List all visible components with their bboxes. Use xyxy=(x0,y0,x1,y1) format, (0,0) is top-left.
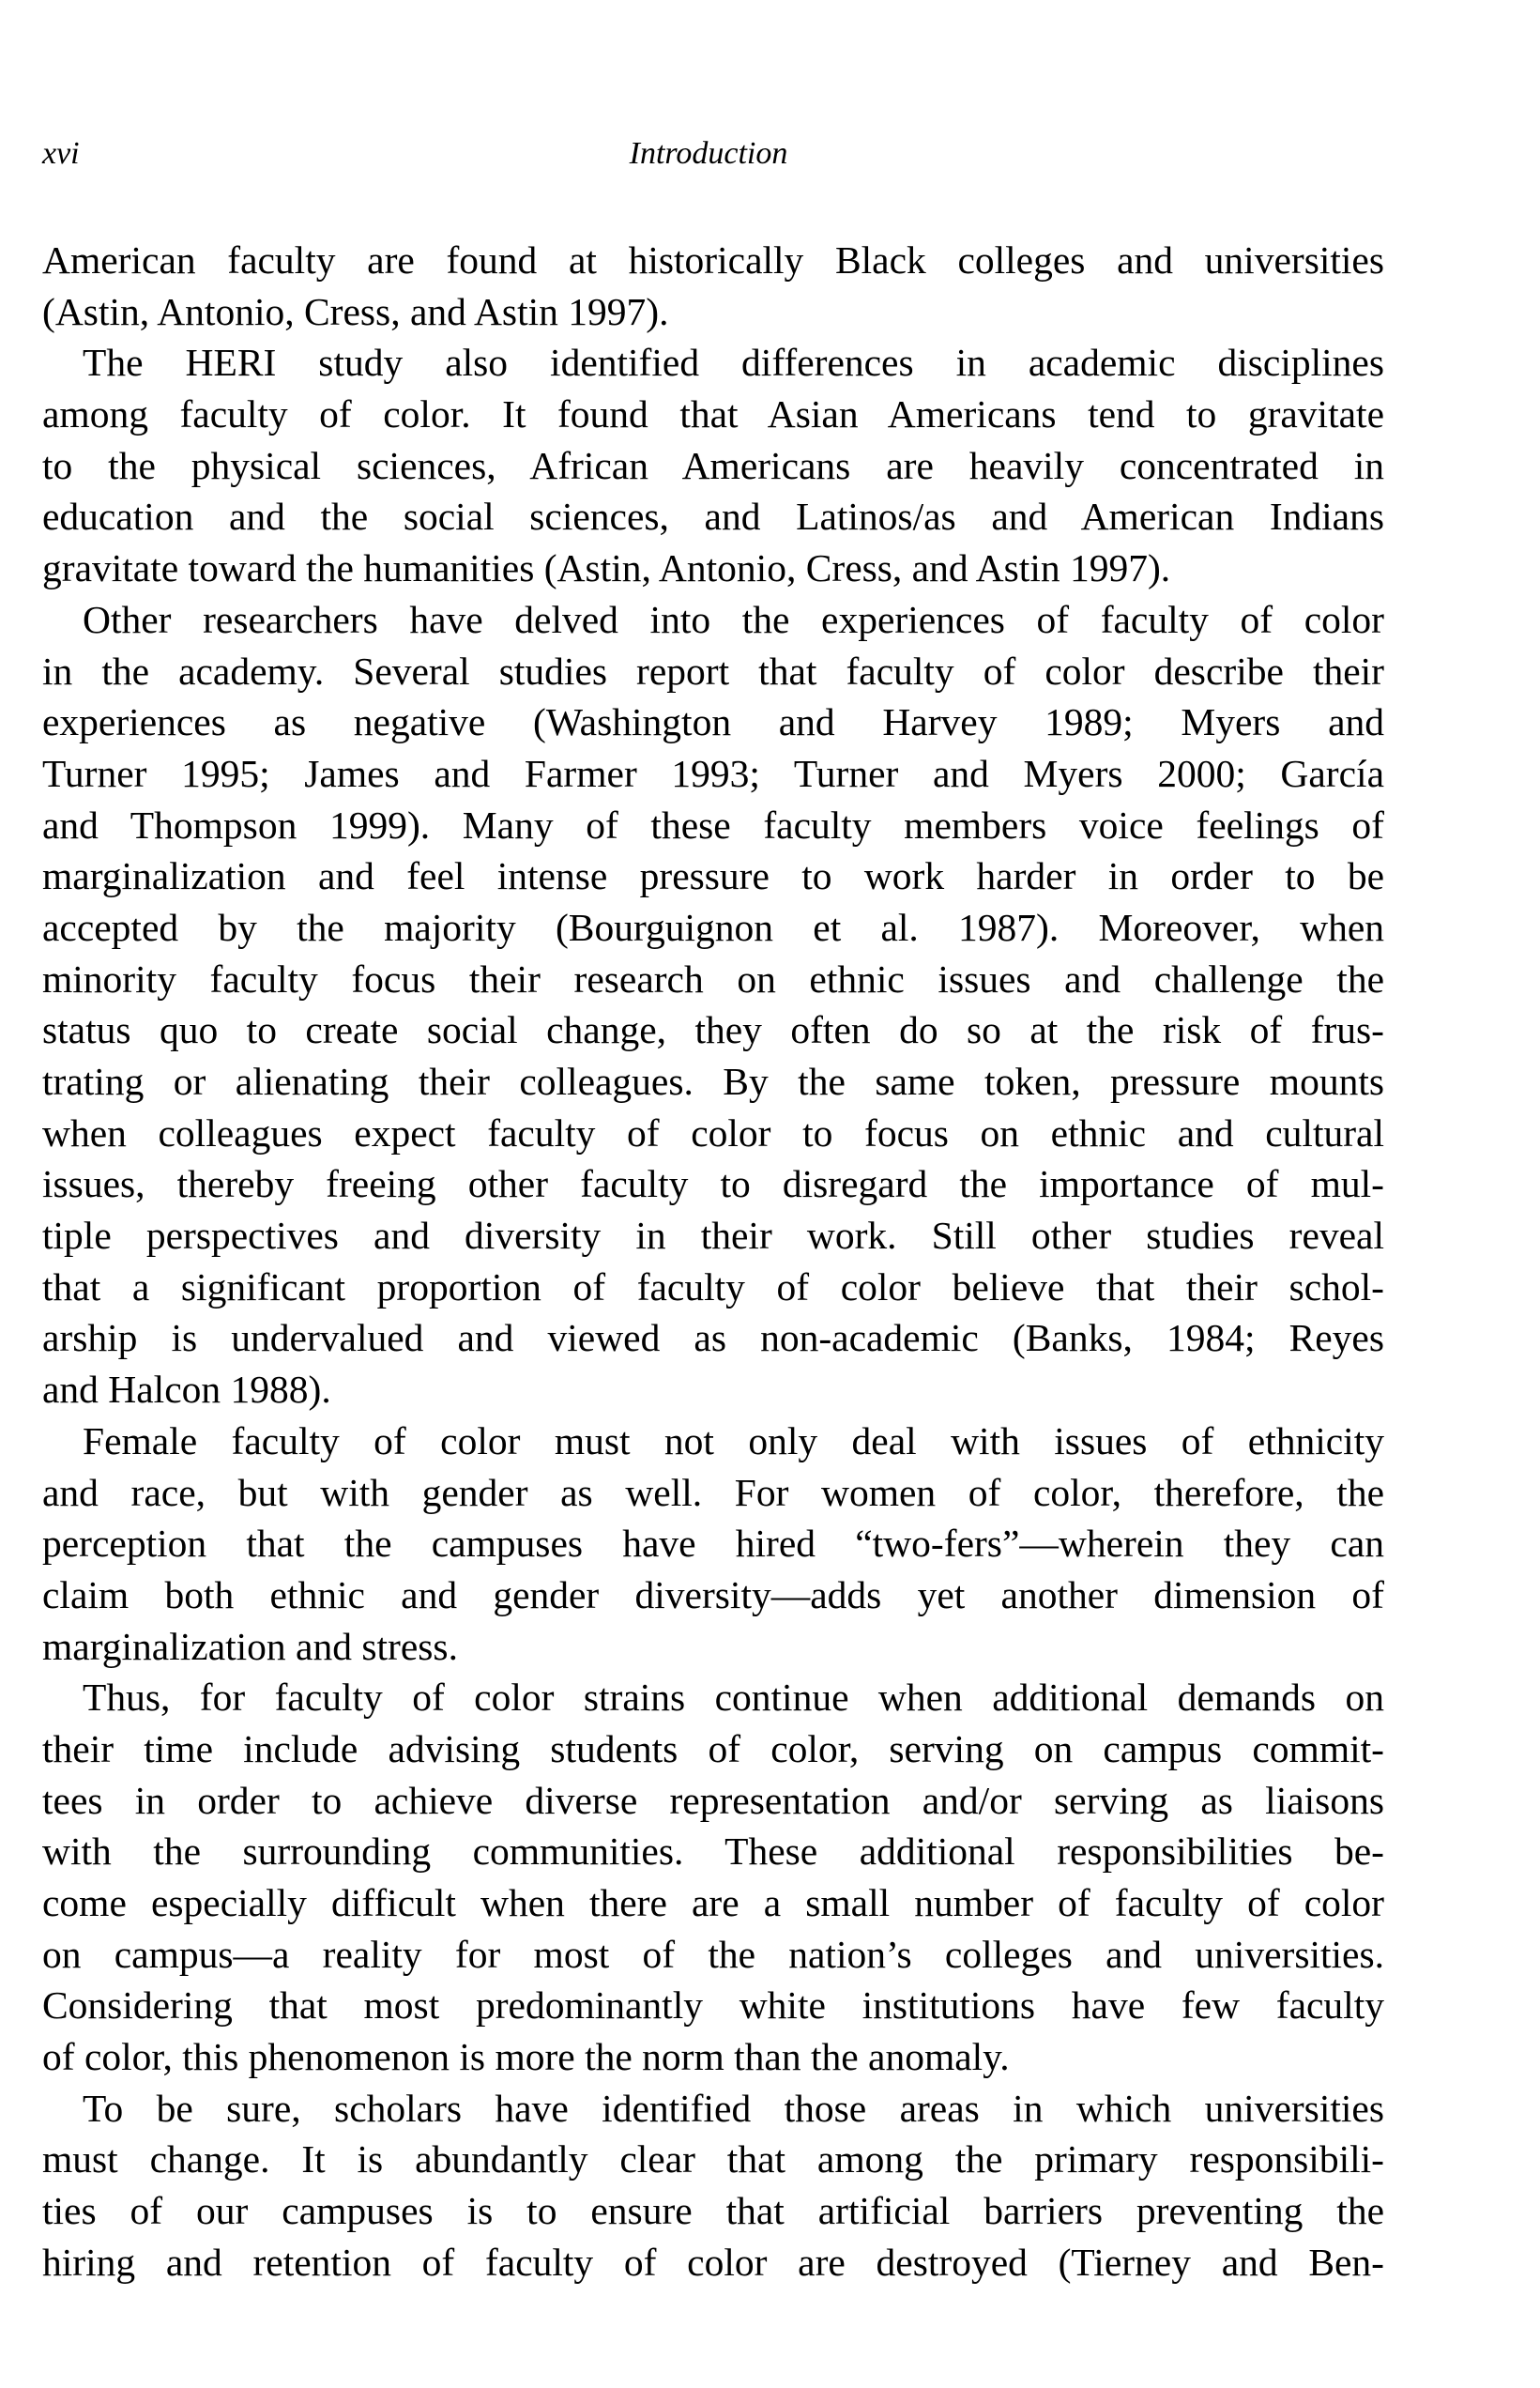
text-line: marginalization and feel intense pressure to work harder in order to be xyxy=(42,854,1384,898)
text-line: minority faculty focus their research on ethnic issues and challenge the xyxy=(42,957,1384,1001)
text-line: when colleagues expect faculty of color to focus on ethnic and cultural xyxy=(42,1110,1384,1155)
text-line: on campus—a reality for most of the nation’s colleges and universities. xyxy=(42,1932,1384,1976)
text-line: accepted by the majority (Bourguignon et al. 1987). Moreover, when xyxy=(42,905,1384,949)
text-line: To be sure, scholars have identified those areas in which universities xyxy=(83,2086,1384,2130)
text-line: ties of our campuses is to ensure that artificial barriers preventing the xyxy=(42,2189,1384,2233)
body-text xyxy=(42,235,1384,2288)
text-line: arship is undervalued and viewed as non-academic (Banks, 1984; Reyes xyxy=(42,1316,1384,1360)
text-line: Thus, for faculty of color strains continue when additional demands on xyxy=(83,1676,1384,1720)
text-line: that a significant proportion of faculty of color believe that their schol- xyxy=(42,1264,1384,1309)
text-line: must change. It is abundantly clear that among the primary responsibili- xyxy=(42,2137,1384,2181)
text-line: gravitate toward the humanities (Astin, Antonio, Cress, and Astin 1997). xyxy=(42,546,1171,590)
text-line: to the physical sciences, African Americans are heavily concentrated in xyxy=(42,443,1384,487)
text-line: Other researchers have delved into the experiences of faculty of color xyxy=(83,597,1384,641)
text-line: of color, this phenomenon is more the norm than the anomaly. xyxy=(42,2035,1010,2079)
text-line: trating or alienating their colleagues. By the same token, pressure mounts xyxy=(42,1060,1384,1103)
text-line: and Thompson 1999). Many of these faculty members voice feelings of xyxy=(42,803,1384,847)
text-line: and Halcon 1988). xyxy=(42,1368,331,1412)
text-line: Female faculty of color must not only deal with issues of ethnicity xyxy=(83,1418,1384,1462)
page-header xyxy=(42,136,1375,174)
text-line: their time include advising students of color, serving on campus commit- xyxy=(42,1726,1384,1770)
text-line: Considering that most predominantly white institutions have few faculty xyxy=(42,1983,1384,2028)
text-line: come especially difficult when there are a small number of faculty of color xyxy=(42,1881,1384,1924)
text-line: claim both ethnic and gender diversity—adds yet another dimension of xyxy=(42,1572,1384,1616)
text-line: in the academy. Several studies report that faculty of color describe their xyxy=(42,649,1384,693)
text-line: experiences as negative (Washington and Harvey 1989; Myers and xyxy=(42,700,1384,744)
text-line: with the surrounding communities. These additional responsibilities be- xyxy=(42,1829,1384,1874)
text-line: status quo to create social change, they often do so at the risk of frus- xyxy=(42,1008,1384,1052)
text-line: hiring and retention of faculty of color are destroyed (Tierney and Ben- xyxy=(42,2240,1384,2284)
page-number: xvi xyxy=(42,136,80,171)
text-line: Turner 1995; James and Farmer 1993; Turner and Myers 2000; García xyxy=(42,751,1384,795)
text-line: tiple perspectives and diversity in their work. Still other studies reveal xyxy=(42,1214,1384,1258)
text-line: American faculty are found at historically Black colleges and universities xyxy=(42,238,1384,282)
text-line: tees in order to achieve diverse representation and/or serving as liaisons xyxy=(42,1778,1384,1822)
running-head: Introduction xyxy=(629,136,788,171)
text-line: The HERI study also identified differences in academic disciplines xyxy=(83,341,1384,385)
text-line: (Astin, Antonio, Cress, and Astin 1997). xyxy=(42,289,669,333)
text-line: issues, thereby freeing other faculty to disregard the importance of mul- xyxy=(42,1162,1384,1206)
text-line: among faculty of color. It found that Asian Americans tend to gravitate xyxy=(42,392,1384,436)
text-line: perception that the campuses have hired “two-fers”—wherein they can xyxy=(42,1522,1384,1566)
text-line: education and the social sciences, and Latinos/as and American Indians xyxy=(42,495,1384,539)
text-line: and race, but with gender as well. For women of color, therefore, the xyxy=(42,1470,1384,1514)
text-line: marginalization and stress. xyxy=(42,1624,458,1668)
